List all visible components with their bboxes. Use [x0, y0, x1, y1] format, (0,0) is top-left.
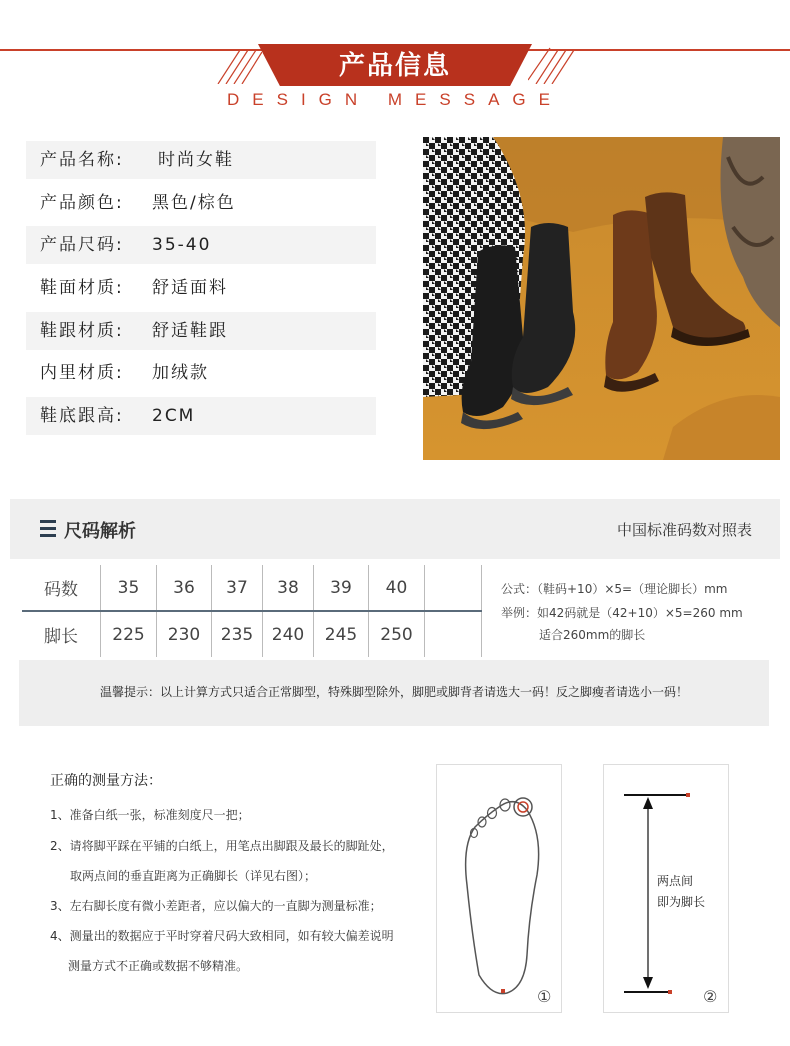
size-table [22, 565, 482, 657]
foot-diagram [436, 764, 562, 1013]
example-note: 适合260mm的脚长 [539, 628, 646, 642]
hatch-decoration-left [214, 46, 262, 84]
info-row-heel [26, 312, 376, 350]
measure-title: 正确的测量方法： [50, 773, 162, 789]
info-label: 鞋底跟高: [40, 406, 124, 426]
example-text: 举例：如42码就是（42+10）×5=260 mm [501, 606, 743, 620]
table-row [22, 611, 482, 657]
table-cell: 240 [263, 611, 314, 657]
table-cell: 40 [369, 565, 425, 611]
measure-step: 测量方式不正确或数据不够精准。 [68, 959, 249, 973]
diagram-number: ① [537, 987, 552, 1006]
table-cell: 39 [314, 565, 369, 611]
info-label: 产品颜色: [40, 193, 124, 213]
info-label: 鞋面材质: [40, 278, 124, 298]
info-row-size [26, 226, 376, 264]
table-cell: 250 [369, 611, 425, 657]
menu-icon [40, 520, 56, 538]
table-cell [425, 565, 482, 611]
table-row [22, 565, 482, 611]
size-reference-label: 中国标准码数对照表 [616, 521, 752, 539]
diagram-label: 两点间 [657, 874, 694, 888]
table-cell: 37 [212, 565, 263, 611]
table-cell: 225 [101, 611, 157, 657]
table-cell: 245 [314, 611, 369, 657]
table-cell: 230 [157, 611, 212, 657]
size-section-title: 尺码解析 [64, 521, 136, 542]
diagram-label: 即为脚长 [657, 895, 706, 909]
info-row-heel-height [26, 397, 376, 435]
tip-text: 温馨提示：以上计算方式只适合正常脚型，特殊脚型除外，脚肥或脚背者请选大一码！反之脚瘦者请选小一码！ [99, 685, 688, 699]
info-row-upper [26, 269, 376, 307]
length-diagram [603, 764, 729, 1013]
info-value: 加绒款 [152, 363, 209, 383]
info-value: 35-40 [152, 235, 212, 255]
measure-step: 3、左右脚长度有微小差距者，应以偏大的一直脚为测量标准； [50, 899, 382, 913]
measure-step: 取两点间的垂直距离为正确脚长（详见右图）； [70, 869, 317, 883]
info-label: 鞋跟材质: [40, 321, 124, 341]
info-row-name [26, 141, 376, 179]
formula-text: 公式：（鞋码+10）×5=（理论脚长）mm [501, 582, 728, 596]
product-photo [423, 137, 780, 460]
table-cell: 脚长 [22, 611, 101, 657]
table-cell: 36 [157, 565, 212, 611]
info-row-color [26, 184, 376, 222]
table-cell [425, 611, 482, 657]
info-row-lining [26, 354, 376, 392]
foot-outline-icon [437, 765, 561, 1012]
page-subtitle: DESIGN MESSAGE [227, 90, 563, 109]
page-title: 产品信息 [338, 51, 451, 81]
table-cell: 码数 [22, 565, 101, 611]
info-value: 舒适鞋跟 [152, 321, 228, 341]
measure-step: 4、测量出的数据应于平时穿着尺码大致相同，如有较大偏差说明 [50, 929, 394, 943]
measure-step: 1、准备白纸一张，标准刻度尺一把； [50, 808, 250, 822]
info-value: 黑色/棕色 [152, 193, 236, 213]
info-label: 产品名称: [40, 150, 124, 170]
info-value: 舒适面料 [152, 278, 228, 298]
info-label: 内里材质: [40, 363, 124, 383]
table-cell: 38 [263, 565, 314, 611]
table-cell: 35 [101, 565, 157, 611]
info-value: 2CM [152, 406, 196, 426]
measure-step: 2、请将脚平踩在平铺的白纸上，用笔点出脚跟及最长的脚趾处， [50, 839, 394, 853]
info-value: 时尚女鞋 [158, 150, 234, 170]
hatch-decoration-right [528, 46, 576, 84]
diagram-number: ② [703, 987, 718, 1006]
info-label: 产品尺码: [40, 235, 124, 255]
table-cell: 235 [212, 611, 263, 657]
